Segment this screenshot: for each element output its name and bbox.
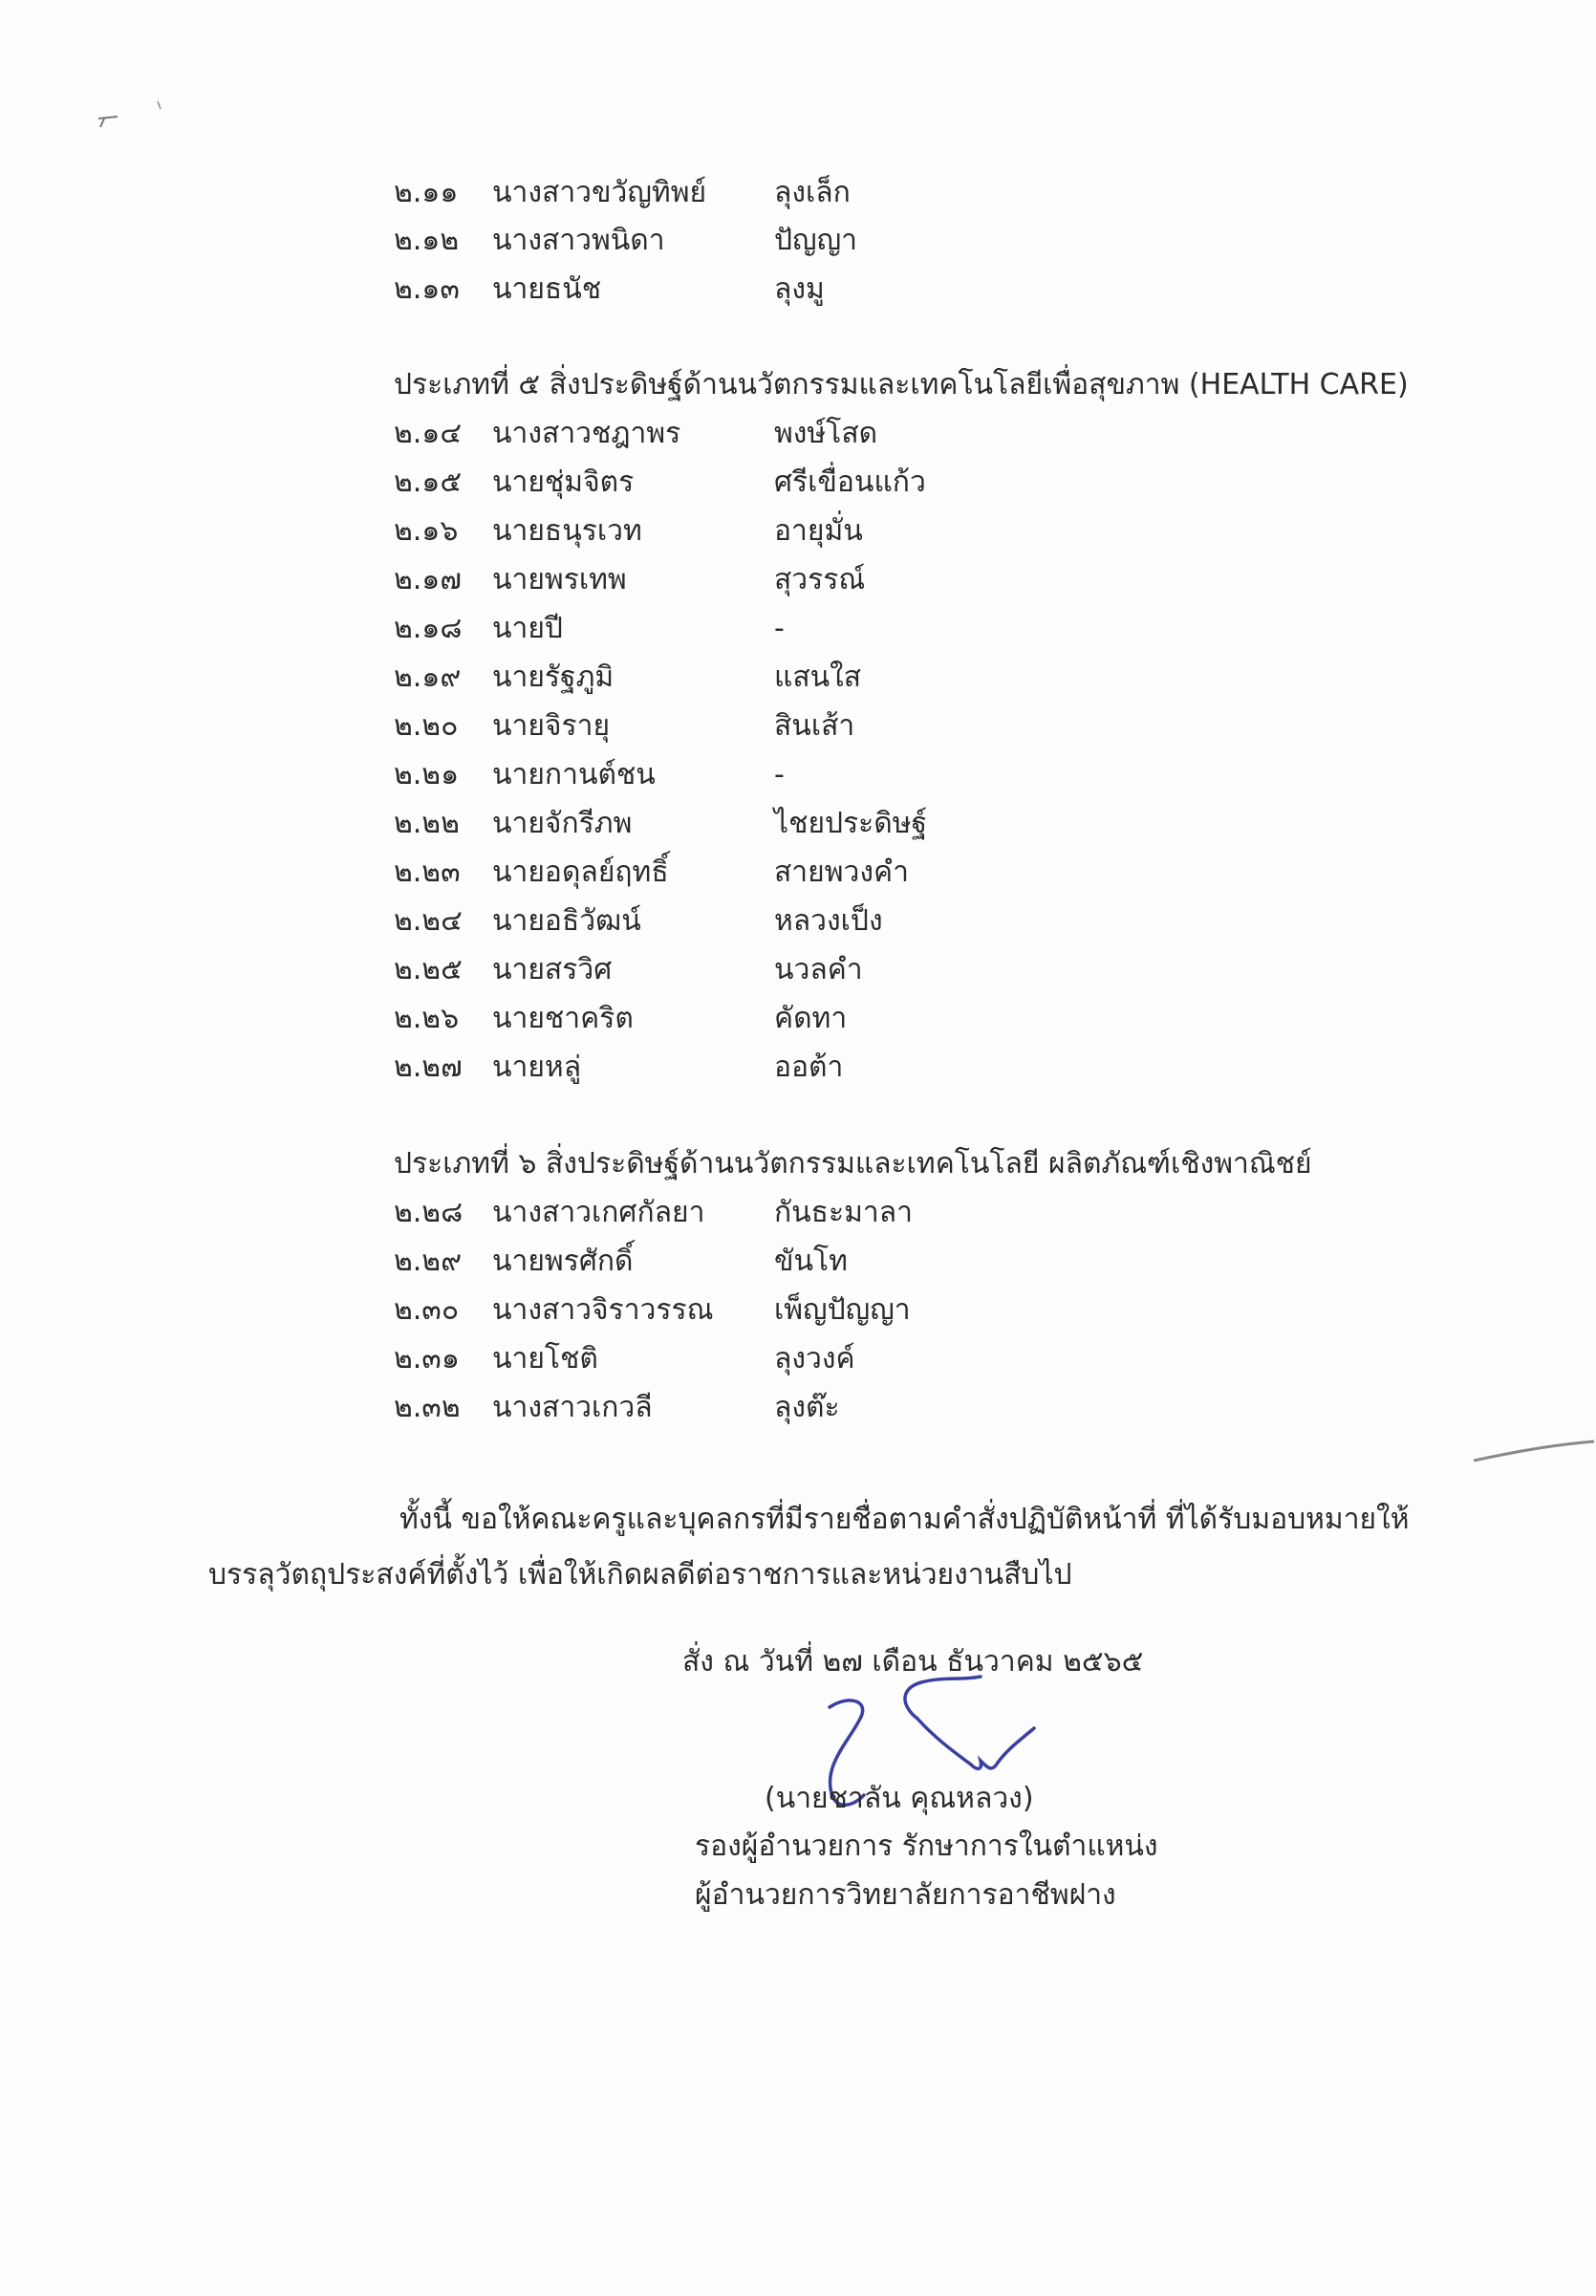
last-name: ลุงมู <box>774 272 825 306</box>
item-number: ๒.๑๗ <box>394 563 462 596</box>
last-name: ปัญญา <box>774 224 858 257</box>
item-number: ๒.๑๓ <box>394 272 460 306</box>
item-number: ๒.๒๒ <box>394 807 460 840</box>
first-name: นายรัฐภูมิ <box>492 661 615 694</box>
last-name: สายพวงคำ <box>774 856 909 889</box>
first-name: นายชุ่มจิตร <box>492 466 635 499</box>
first-name: นายธนุรเวท <box>492 514 642 548</box>
closing-paragraph-line-1: ทั้งนี้ ขอให้คณะครูและบุคลกรที่มีรายชื่อตามคำสั่งปฏิบัติหน้าที่ ที่ได้รับมอบหมายให้ <box>399 1503 1410 1536</box>
last-name: กันธะมาลา <box>774 1196 913 1229</box>
first-name: นายอธิวัฒน์ <box>492 904 641 938</box>
item-number: ๒.๑๔ <box>394 417 463 450</box>
last-name: สุวรรณ์ <box>774 563 866 596</box>
first-name: นางสาวขวัญทิพย์ <box>492 176 707 209</box>
item-number: ๒.๓๑ <box>394 1342 460 1375</box>
first-name: นางสาวชฎาพร <box>492 417 681 450</box>
first-name: นายโชติ <box>492 1342 598 1375</box>
first-name: นายชาคริต <box>492 1002 634 1035</box>
signatory-name: (นายชาลัน คุณหลวง) <box>765 1782 1034 1815</box>
last-name: - <box>774 612 785 645</box>
item-number: ๒.๒๘ <box>394 1196 464 1229</box>
first-name: นายธนัช <box>492 272 602 306</box>
item-number: ๒.๒๖ <box>394 1002 460 1035</box>
item-number: ๒.๒๕ <box>394 953 463 986</box>
last-name: ลุงต๊ะ <box>774 1391 840 1424</box>
category-5-heading: ประเภทที่ ๕ สิ่งประดิษฐ์ด้านนวัตกรรมและเทคโนโลยีเพื่อสุขภาพ (HEALTH CARE) <box>394 368 1409 401</box>
first-name: นางสาวจิราวรรณ <box>492 1293 714 1327</box>
item-number: ๒.๒๑ <box>394 758 460 791</box>
last-name: สินเส้า <box>774 709 855 743</box>
item-number: ๒.๒๙ <box>394 1245 463 1278</box>
item-number: ๒.๑๘ <box>394 612 463 645</box>
item-number: ๒.๑๙ <box>394 661 462 694</box>
first-name: นายพรเทพ <box>492 563 627 596</box>
closing-paragraph-line-2: บรรลุวัตถุประสงค์ที่ตั้งไว้ เพื่อให้เกิดผลดีต่อราชการและหน่วยงานสืบไป <box>208 1558 1072 1592</box>
scan-mark-top-left <box>91 96 167 134</box>
first-name: นายกานต์ชน <box>492 758 656 791</box>
last-name: หลวงเป็ง <box>774 904 883 938</box>
item-number: ๒.๒๗ <box>394 1051 463 1084</box>
item-number: ๒.๑๒ <box>394 224 460 257</box>
last-name: คัดทา <box>774 1002 848 1035</box>
last-name: ขันโท <box>774 1245 848 1278</box>
last-name: แสนใส <box>774 661 862 694</box>
item-number: ๒.๑๑ <box>394 176 459 209</box>
last-name: - <box>774 758 785 791</box>
signatory-position-line-2: ผู้อำนวยการวิทยาลัยการอาชีพฝาง <box>695 1878 1116 1912</box>
first-name: นายจิรายุ <box>492 709 611 743</box>
first-name: นายพรศักดิ์ <box>492 1245 634 1278</box>
first-name: นายอดุลย์ฤทธิ์ <box>492 856 669 889</box>
last-name: พงษ์โสด <box>774 417 878 450</box>
item-number: ๒.๒๓ <box>394 856 461 889</box>
last-name: ลุงวงค์ <box>774 1342 855 1375</box>
first-name: นางสาวพนิดา <box>492 224 665 257</box>
item-number: ๒.๒๐ <box>394 709 459 743</box>
item-number: ๒.๑๕ <box>394 466 463 499</box>
item-number: ๒.๓๐ <box>394 1293 460 1327</box>
first-name: นางสาวเกวลี <box>492 1391 653 1424</box>
item-number: ๒.๓๒ <box>394 1391 461 1424</box>
last-name: ออต้า <box>774 1051 844 1084</box>
last-name: นวลคำ <box>774 953 863 986</box>
last-name: ศรีเขื่อนแก้ว <box>774 466 926 499</box>
first-name: นางสาวเกศกัลยา <box>492 1196 705 1229</box>
item-number: ๒.๑๖ <box>394 514 459 548</box>
category-6-heading: ประเภทที่ ๖ สิ่งประดิษฐ์ด้านนวัตกรรมและเทคโนโลยี ผลิตภัณฑ์เชิงพาณิชย์ <box>394 1147 1312 1180</box>
first-name: นายปี <box>492 612 563 645</box>
last-name: ไชยประดิษฐ์ <box>774 807 928 840</box>
first-name: นายหลู่ <box>492 1051 582 1084</box>
scan-mark-right <box>1472 1434 1596 1472</box>
order-date: สั่ง ณ วันที่ ๒๗ เดือน ธันวาคม ๒๕๖๕ <box>682 1645 1144 1679</box>
last-name: อายุมั่น <box>774 514 863 548</box>
signatory-position-line-1: รองผู้อำนวยการ รักษาการในตำแหน่ง <box>695 1830 1158 1863</box>
first-name: นายจักรีภพ <box>492 807 633 840</box>
last-name: เพ็ญปัญญา <box>774 1293 911 1327</box>
first-name: นายสรวิศ <box>492 953 613 986</box>
last-name: ลุงเล็ก <box>774 176 851 209</box>
item-number: ๒.๒๔ <box>394 904 463 938</box>
